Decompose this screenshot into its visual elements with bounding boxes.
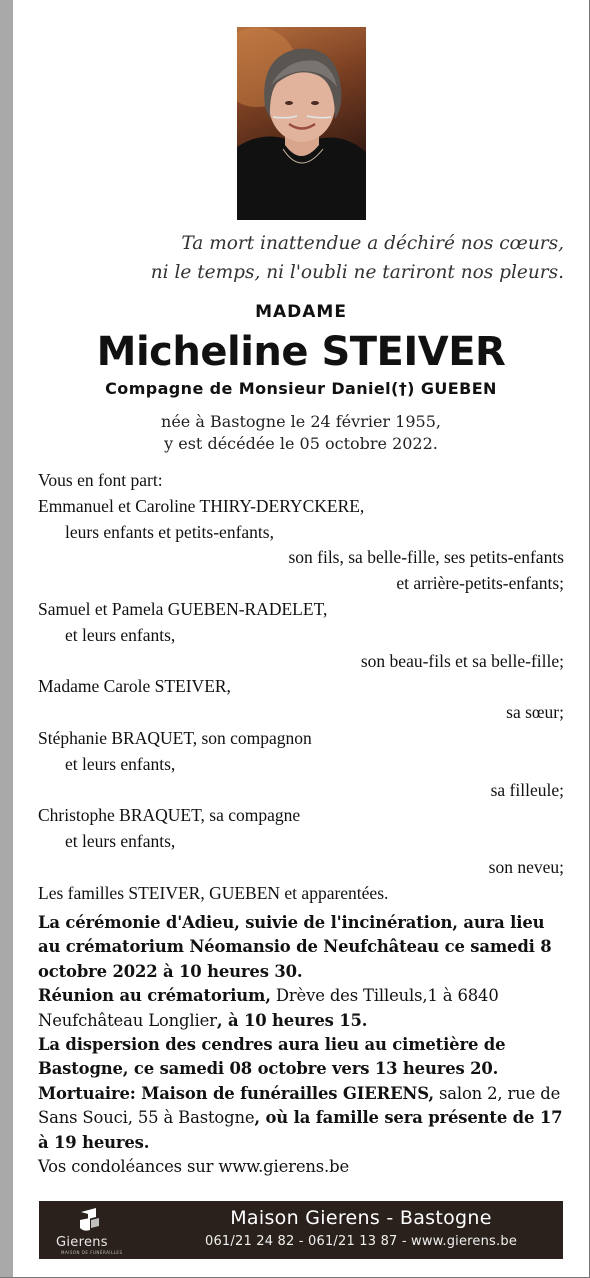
logo-mark-icon: [78, 1208, 102, 1234]
dispersion-text: La dispersion des cendres aura lieu au cimetière de Bastogne, ce samedi 08 octobre vers 13 heures 20.: [38, 1035, 506, 1079]
portrait-illustration: [237, 27, 366, 220]
funeral-home-contact: 061/21 24 82 - 061/21 13 87 - www.gierens.be: [204, 1234, 518, 1249]
condolences-line: Vos condoléances sur www.gierens.be: [38, 1157, 350, 1177]
family-line: et leurs enfants,: [65, 753, 176, 774]
meeting-label: Réunion au crématorium,: [38, 986, 271, 1006]
family-line: Stéphanie BRAQUET, son compagnon: [38, 727, 312, 748]
mortuary-paragraph: [38, 1082, 564, 1155]
meeting-address: Drève des Tilleuls,1 à 6840 Neufchâteau Longlier: [38, 986, 499, 1030]
gierens-logo: [53, 1208, 129, 1254]
meeting-paragraph: [38, 984, 564, 1033]
logo-subtitle: MAISON DE FUNÉRAILLES: [61, 1250, 123, 1255]
family-line: et arrière-petits-enfants;: [396, 573, 564, 594]
quote-line-2: ni le temps, ni l'oubli ne tariront nos pleurs.: [150, 262, 564, 283]
portrait-photo: [237, 27, 366, 220]
birth-line: née à Bastogne le 24 février 1955,: [161, 412, 441, 431]
family-line: son neveu;: [488, 856, 564, 877]
family-line: sa filleule;: [490, 779, 564, 800]
family-line: son beau-fils et sa belle-fille;: [360, 650, 564, 671]
family-line: leurs enfants et petits-enfants,: [65, 521, 274, 542]
funeral-home-banner: [39, 1201, 563, 1259]
mortuary-label: Mortuaire: Maison de funérailles GIERENS,: [38, 1083, 434, 1103]
family-intro: Vous en font part:: [38, 470, 163, 490]
mortuary-address: salon 2, rue de Sans Souci, 55 à Bastogne: [38, 1083, 561, 1128]
deceased-name: Micheline STEIVER: [96, 329, 506, 375]
honorific-title: MADAME: [255, 302, 347, 322]
left-border-bar: [0, 0, 13, 1278]
family-line: Christophe BRAQUET, sa compagne: [38, 805, 301, 826]
birth-death-dates: [38, 411, 564, 455]
quote-line-1: Ta mort inattendue a déchiré nos cœurs,: [181, 233, 564, 254]
family-line: Emmanuel et Caroline THIRY-DERYCKERE,: [38, 495, 365, 516]
funeral-home-name: Maison Gierens - Bastogne: [230, 1207, 492, 1229]
ash-dispersion-paragraph: [38, 1033, 564, 1082]
family-line: et leurs enfants,: [65, 831, 176, 852]
family-line: sa sœur;: [506, 702, 564, 723]
family-line: son fils, sa belle-fille, ses petits-enfants: [288, 547, 564, 568]
logo-wordmark: Gierens: [56, 1235, 108, 1250]
memorial-quote: [151, 229, 564, 287]
companion-line: Compagne de Monsieur Daniel(†) GUEBEN: [105, 379, 497, 398]
family-line: Madame Carole STEIVER,: [38, 676, 231, 697]
family-line: Les familles STEIVER, GUEBEN et apparentées.: [38, 882, 389, 903]
family-line: et leurs enfants,: [65, 624, 176, 645]
visiting-hours: , où la famille sera présente de 17 à 19 heures.: [38, 1108, 563, 1152]
death-line: y est décédée le 05 octobre 2022.: [164, 434, 438, 453]
ceremony-text: La cérémonie d'Adieu, suivie de l'incinération, aura lieu au crématorium Néomansio de Neufchâteau ce samedi 8 octobre 2022 à 10 heures 30.: [38, 913, 552, 981]
family-line: Samuel et Pamela GUEBEN-RADELET,: [38, 598, 328, 619]
meeting-time: , à 10 heures 15.: [216, 1010, 368, 1030]
ceremony-details: [38, 911, 564, 1179]
ceremony-paragraph: [38, 911, 564, 984]
family-announcement: [38, 468, 564, 907]
